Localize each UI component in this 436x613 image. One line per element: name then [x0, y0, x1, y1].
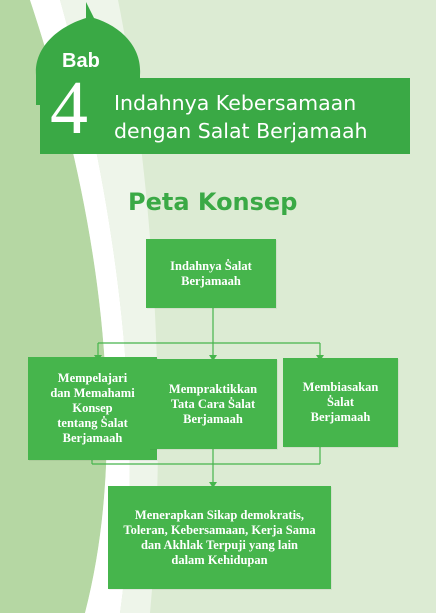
branch-learn-line1: Mempelajari: [57, 371, 128, 385]
branch-practice-line2: Tata Cara Ṡalat: [170, 396, 256, 411]
result-line4: dalam Kehidupan: [171, 552, 268, 567]
root-concept-line1: Indahnya Ṡalat: [170, 258, 252, 273]
branch-learn-line5: Berjamaah: [62, 431, 123, 445]
chapter-title-line1: Indahnya Kebersamaan: [114, 91, 357, 115]
branch-box-habituate: [283, 358, 398, 447]
result-line1: Menerapkan Sikap demokratis,: [134, 507, 305, 522]
branch-box-learn: [28, 357, 157, 460]
result-concept-box: [108, 486, 331, 589]
chapter-label: Bab: [62, 50, 100, 72]
branch-habituate-line2: Ṡalat: [326, 395, 355, 409]
branch-learn-line3: Konsep: [72, 401, 113, 415]
branch-habituate-line1: Membiasakan: [302, 380, 379, 394]
section-heading: Peta Konsep: [128, 188, 298, 216]
root-concept-box: [146, 239, 276, 308]
branch-learn-line4: tentang Ṡalat: [57, 416, 128, 430]
root-concept-line2: Berjamaah: [181, 273, 241, 288]
branch-habituate-line3: Berjamaah: [310, 410, 371, 424]
result-line3: dan Akhlak Terpuji yang lain: [140, 537, 298, 552]
result-line2: Toleran, Kebersamaan, Kerja Sama: [123, 522, 316, 537]
branch-learn-line2: dan Memahami: [50, 386, 135, 400]
branch-practice-line3: Berjamaah: [183, 411, 243, 426]
chapter-title-line2: dengan Salat Berjamaah: [114, 119, 368, 143]
chapter-number: 4: [50, 66, 88, 150]
branch-box-practice: [149, 359, 277, 449]
branch-practice-line1: Mempraktikkan: [168, 381, 258, 396]
